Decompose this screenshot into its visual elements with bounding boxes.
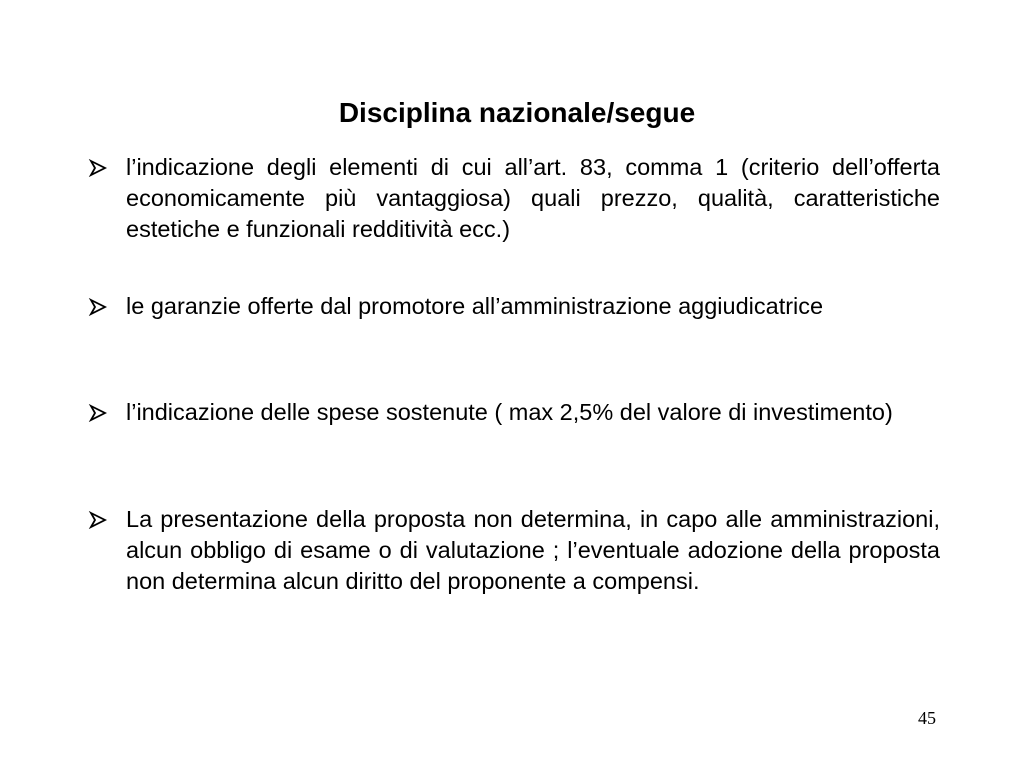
arrow-bullet-icon [88,511,108,529]
slide-title: Disciplina nazionale/segue [338,97,696,128]
list-item [88,397,940,428]
bullet-text: La presentazione della proposta non determina, in capo alle amministrazioni, alcun obbligo di esame o di valutazione ; l’eventuale adozione della proposta non determina alcun diritto del proponente a compensi. [126,506,940,594]
bullet-text: l’indicazione delle spese sostenute ( max 2,5% del valore di investimento) [126,399,893,425]
list-item [88,504,940,597]
bullet-text: l’indicazione degli elementi di cui all’art. 83, comma 1 (criterio dell’offerta economicamente più vantaggiosa) quali prezzo, qualità, caratteristiche estetiche e funzionali redditività ecc.) [126,154,940,242]
page-number: 45 [918,708,936,728]
list-item [88,152,940,245]
arrow-bullet-icon [88,159,108,177]
bullet-text: le garanzie offerte dal promotore all’amministrazione aggiudicatrice [126,293,824,319]
arrow-bullet-icon [88,404,108,422]
arrow-bullet-icon [88,298,108,316]
list-item [88,291,940,322]
